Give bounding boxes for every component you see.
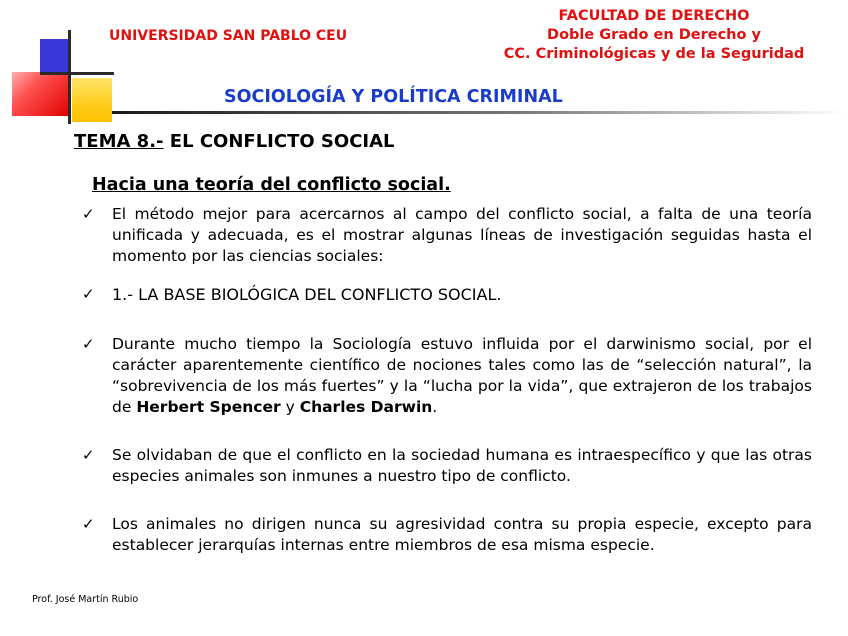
checkmark-icon: ✓ <box>82 205 95 223</box>
bullet-text-part: y <box>280 398 300 416</box>
logo-blue-square <box>40 39 70 75</box>
logo-vertical-bar <box>68 30 71 124</box>
bullet-text: El método mejor para acercarnos al campo del conflicto social, a falta de una teoría unificada y adecuada, es el mostrar algunas líneas de investigación seguidas hasta el momento por las ciencias sociales: <box>112 205 812 265</box>
checkmark-icon: ✓ <box>82 335 95 353</box>
topic-label: TEMA 8.- <box>74 131 164 152</box>
faculty-block <box>484 7 824 64</box>
checkmark-icon: ✓ <box>82 285 95 303</box>
university-logo <box>0 0 120 140</box>
bullet-heading: 1.- LA BASE BIOLÓGICA DEL CONFLICTO SOCIAL. <box>112 285 502 304</box>
faculty-line: CC. Criminológicas y de la Seguridad <box>503 46 805 62</box>
bullet-text: Se olvidaban de que el conflicto en la sociedad humana es intraespecífico y que las otras especies animales son inmunes a nuestro tipo de conflicto. <box>112 446 812 485</box>
logo-red-square <box>12 72 70 116</box>
faculty-line: FACULTAD DE DERECHO <box>558 8 750 24</box>
list-item <box>82 334 812 418</box>
author-footer: Prof. José Martín Rubio <box>32 594 139 605</box>
university-name: UNIVERSIDAD SAN PABLO CEU <box>109 28 348 44</box>
bullet-text: Los animales no dirigen nunca su agresividad contra su propia especie, excepto para establecer jerarquías internas entre miembros de esa misma especie. <box>112 515 812 554</box>
bullet-text <box>112 334 812 418</box>
bullet-text-part: Durante mucho tiempo la Sociología estuvo influida por el darwinismo social, por el carácter aparentemente científico de nociones tales como las de “selección natural”, la “sobrevivencia de los más fuertes” y la “lucha por la vida”, que extrajeron de los trabajos de <box>112 335 812 416</box>
checkmark-icon: ✓ <box>82 446 95 464</box>
list-item <box>82 514 812 556</box>
topic-heading <box>74 131 395 152</box>
topic-title: EL CONFLICTO SOCIAL <box>163 131 395 152</box>
author-name: Herbert Spencer <box>136 398 281 416</box>
bullet-text-part: . <box>432 398 438 416</box>
logo-yellow-square <box>72 78 112 122</box>
course-title: SOCIOLOGÍA Y POLÍTICA CRIMINAL <box>224 87 563 107</box>
section-title: Hacia una teoría del conflicto social. <box>92 175 451 195</box>
bullet-list <box>82 204 812 556</box>
faculty-line: Doble Grado en Derecho y <box>547 27 761 43</box>
list-item <box>82 204 812 267</box>
checkmark-icon: ✓ <box>82 515 95 533</box>
logo-horizontal-bar <box>40 72 114 75</box>
header-divider <box>112 111 848 114</box>
list-item <box>82 284 812 305</box>
author-name: Charles Darwin <box>299 398 433 416</box>
list-item <box>82 445 812 487</box>
